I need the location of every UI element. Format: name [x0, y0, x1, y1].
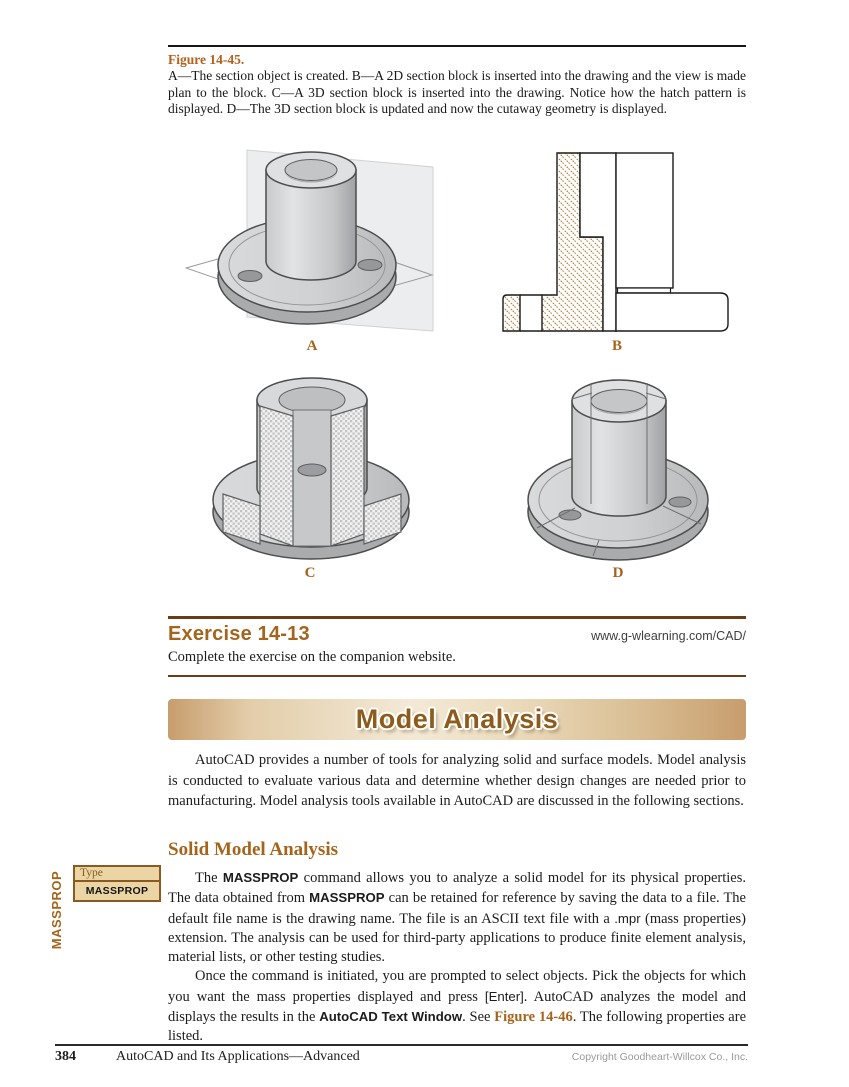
model-a-section-object-illustration	[185, 145, 455, 337]
command-name: MASSPROP	[85, 884, 149, 897]
exercise-instruction: Complete the exercise on the companion website.	[168, 648, 456, 665]
massprop-paragraph-2: Once the command is initiated, you are prompted to select objects. Pick the objects for which you want the mass properties displayed and press [Enter]. AutoCAD analyzes the model and displays the results in the AutoCAD Text Window. See Figure 14-46. The following properties are listed.	[168, 968, 747, 1045]
figure-caption: A—The section object is created. B—A 2D section block is inserted into the drawing and the view is made plan to the block. C—A 3D section block is inserted into the drawing. Notice how the hatch pattern is displayed. D—The 3D section block is updated and now the cutaway geometry is displayed.	[168, 68, 746, 116]
figure-top-rule	[168, 45, 746, 47]
figure-label-b: B	[611, 338, 622, 354]
margin-command-vertical-label: MASSPROP	[49, 870, 64, 950]
figure-label-a: A	[306, 338, 318, 354]
exercise-title: Exercise 14-13	[168, 622, 310, 645]
body-paragraphs	[168, 868, 746, 1047]
model-d-updated-cutaway-illustration	[495, 370, 765, 566]
exercise-box	[168, 616, 746, 677]
figure-label-c: C	[304, 565, 316, 581]
page-number: 384	[55, 1049, 76, 1064]
solid-model-analysis-heading: Solid Model Analysis	[168, 839, 338, 860]
command-type-label: Type	[80, 867, 103, 879]
model-b-2d-section-illustration	[480, 146, 730, 338]
intro-paragraph: AutoCAD provides a number of tools for analyzing solid and surface models. Model analysis is conducted to evaluate various data and determine whether design changes are needed prior to manufacturing. Model analysis tools available in AutoCAD are discussed in the following sections.	[168, 752, 746, 809]
figure-title: Figure 14-45.	[168, 52, 245, 67]
model-c-3d-section-hatch-illustration	[205, 370, 420, 566]
book-title: AutoCAD and Its Applications—Advanced	[116, 1049, 360, 1064]
copyright-notice: Copyright Goodheart-Willcox Co., Inc.	[571, 1051, 748, 1063]
section-banner-title: Model Analysis	[355, 704, 559, 734]
massprop-paragraph-1: The MASSPROP command allows you to analyze a solid model for its physical properties. The data obtained from MASSPROP can be retained for reference by saving the data to a file. The default file name is the drawing name. The file is an ASCII text file with a .mpr (mass properties) extension. The analysis can be used for third-party applications to produce finite element analysis, material lists, or other testing studies.	[168, 870, 747, 966]
figure-label-d: D	[612, 565, 624, 581]
exercise-companion-url: www.g-wlearning.com/CAD/	[591, 628, 746, 643]
intro-paragraph-block	[168, 750, 746, 812]
footer	[55, 1049, 748, 1065]
figure-caption-block	[168, 51, 746, 118]
section-banner	[168, 699, 746, 740]
exercise-bottom-rule	[168, 675, 746, 678]
command-entry-tab	[73, 865, 161, 902]
footer-rule	[55, 1044, 748, 1046]
